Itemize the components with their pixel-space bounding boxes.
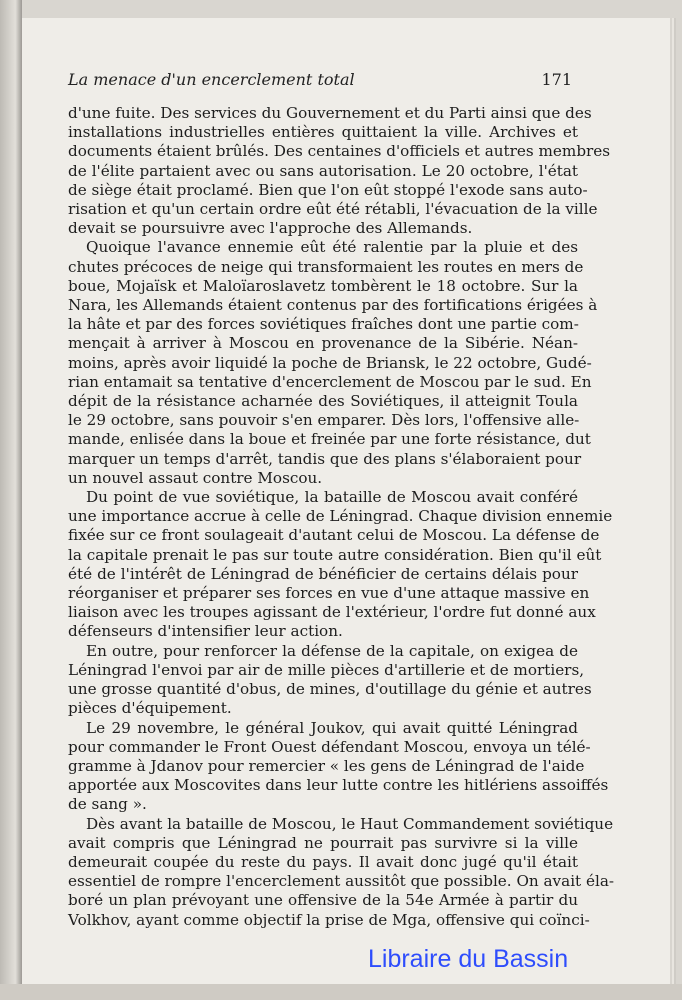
text-line: risation et qu'un certain ordre eût été rétabli, l'évacuation de la ville: [68, 200, 598, 219]
paragraph: [68, 641, 592, 719]
paragraph: [68, 488, 613, 642]
text-line: Du point de vue soviétique, la bataille de Moscou avait conféré: [86, 488, 578, 507]
text-line: défenseurs d'intensifier leur action.: [68, 622, 343, 641]
page-body-text: [68, 104, 615, 930]
text-line: Volkhov, ayant comme objectif la prise de Mga, offensive qui coïnci-: [68, 910, 590, 929]
text-line: moins, après avoir liquidé la poche de Briansk, le 22 octobre, Gudé-: [68, 353, 592, 372]
text-line: la capitale prenait le pas sur toute autre considération. Bien qu'il eût: [68, 545, 602, 564]
text-line: la hâte et par des forces soviétiques fraîches dont une partie com-: [68, 315, 579, 334]
text-line: le 29 octobre, sans pouvoir s'en emparer. Dès lors, l'offensive alle-: [68, 411, 580, 430]
text-line: Dès avant la bataille de Moscou, le Haut Commandement soviétique: [86, 814, 614, 833]
text-line: Léningrad l'envoi par air de mille pièces d'artillerie et de mortiers,: [68, 660, 585, 679]
text-line: liaison avec les troupes agissant de l'extérieur, l'ordre fut donné aux: [68, 603, 596, 622]
facing-page-edge: [0, 0, 22, 1000]
text-line: rian entamait sa tentative d'encerclement de Moscou par le sud. En: [68, 372, 592, 391]
text-line: un nouvel assaut contre Moscou.: [68, 468, 323, 487]
paragraph: [68, 104, 611, 238]
text-line: pour commander le Front Ouest défendant Moscou, envoya un télé-: [68, 737, 591, 756]
text-line: documents étaient brûlés. Des centaines d'officiels et autres membres: [68, 142, 611, 161]
text-line: mençait à arriver à Moscou en provenance de la Sibérie. Néan-: [68, 334, 578, 353]
text-line: dépit de la résistance acharnée des Soviétiques, il atteignit Toula: [68, 392, 578, 411]
page-bottom-shadow: [0, 984, 682, 1000]
text-line: de l'élite partaient avec ou sans autorisation. Le 20 octobre, l'état: [68, 161, 578, 180]
text-line: boue, Mojaïsk et Maloïaroslavetz tombèrent le 18 octobre. Sur la: [68, 276, 578, 295]
text-line: boré un plan prévoyant une offensive de la 54e Armée à partir du: [68, 891, 578, 910]
text-line: En outre, pour renforcer la défense de la capitale, on exigea de: [86, 641, 578, 660]
text-line: installations industrielles entières quittaient la ville. Archives et: [68, 123, 578, 142]
paragraph: [68, 238, 598, 488]
text-line: essentiel de rompre l'encerclement aussitôt que possible. On avait éla-: [68, 872, 615, 891]
text-line: réorganiser et préparer ses forces en vue d'une attaque massive en: [68, 584, 590, 603]
text-line: avait compris que Léningrad ne pourrait pas survivre si la ville: [68, 833, 578, 852]
text-line: une grosse quantité d'obus, de mines, d'outillage du génie et autres: [68, 680, 592, 699]
text-line: devait se poursuivre avec l'approche des Allemands.: [68, 219, 473, 238]
text-line: Nara, les Allemands étaient contenus par des fortifications érigées à: [68, 296, 598, 315]
running-header: [68, 70, 572, 89]
text-line: une importance accrue à celle de Léningrad. Chaque division ennemie: [68, 507, 613, 526]
watermark: Libraire du Bassin: [368, 945, 569, 973]
text-line: d'une fuite. Des services du Gouvernement et du Parti ainsi que des: [68, 104, 592, 122]
text-line: de sang ».: [68, 795, 147, 814]
text-line: gramme à Jdanov pour remercier « les gens de Léningrad de l'aide: [68, 756, 585, 775]
text-line: marquer un temps d'arrêt, tandis que des plans s'élaboraient pour: [68, 449, 582, 468]
text-line: chutes précoces de neige qui transformaient les routes en mers de: [68, 257, 584, 276]
text-line: mande, enlisée dans la boue et freinée par une forte résistance, dut: [68, 430, 591, 449]
text-line: de siège était proclamé. Bien que l'on eût stoppé l'exode sans auto-: [68, 180, 588, 199]
text-line: apportée aux Moscovites dans leur lutte contre les hitlériens assoiffés: [68, 776, 609, 795]
paragraph: [68, 814, 615, 930]
text-line: Le 29 novembre, le général Joukov, qui avait quitté Léningrad: [86, 718, 578, 737]
running-title: La menace d'un encerclement total: [68, 70, 355, 89]
text-line: fixée sur ce front soulageait d'autant celui de Moscou. La défense de: [68, 526, 600, 545]
text-line: été de l'intérêt de Léningrad de bénéficier de certains délais pour: [68, 564, 578, 583]
page-number: 171: [541, 70, 572, 89]
text-line: pièces d'équipement.: [68, 699, 232, 718]
text-line: demeurait coupée du reste du pays. Il avait donc jugé qu'il était: [68, 852, 578, 871]
paragraph: [68, 718, 609, 815]
text-line: Quoique l'avance ennemie eût été ralentie par la pluie et des: [86, 238, 578, 257]
